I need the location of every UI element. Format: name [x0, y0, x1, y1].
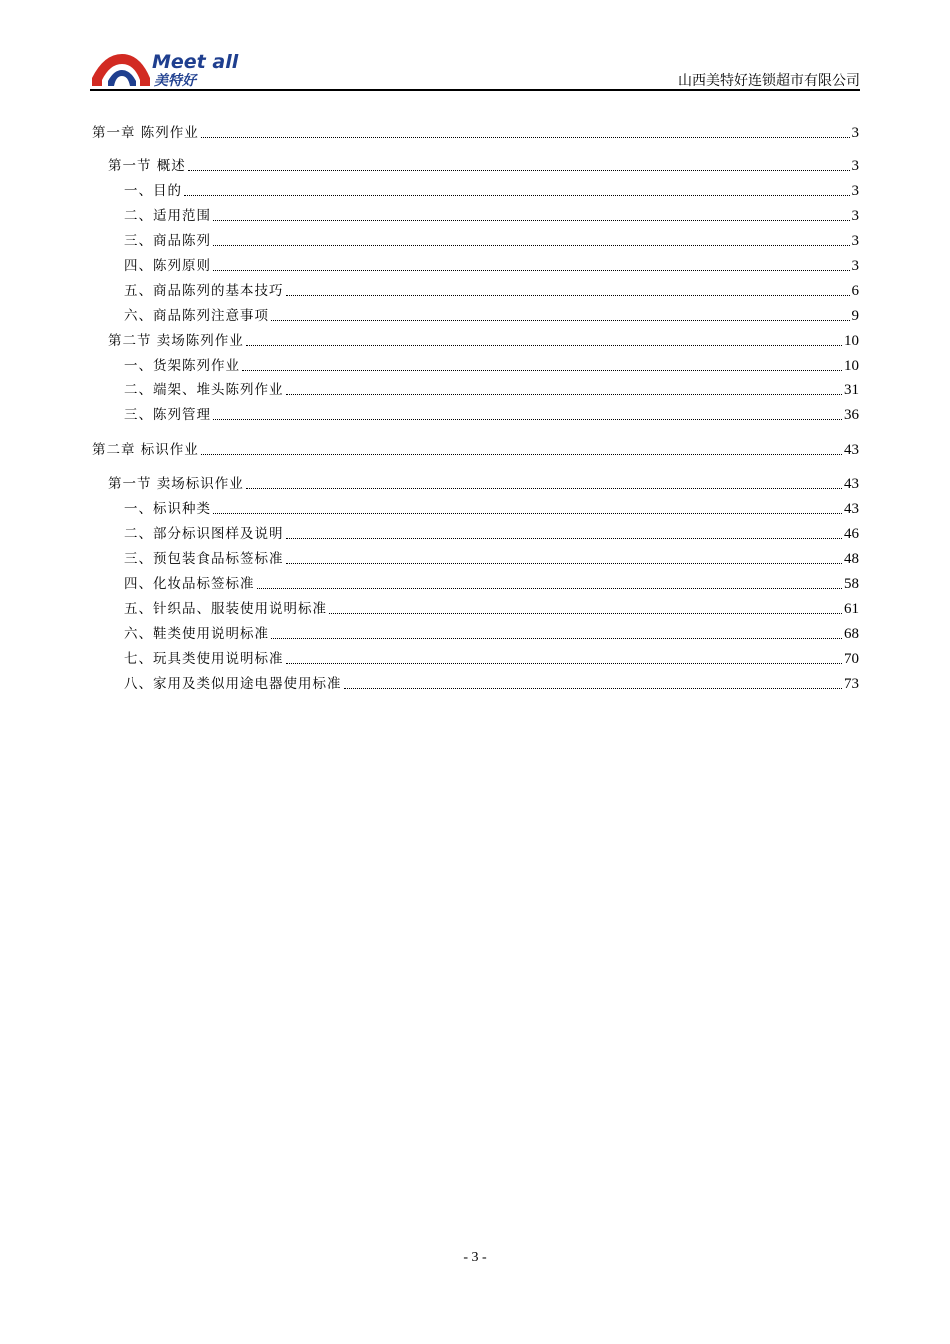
toc-entry-label: 五、针织品、服装使用说明标准: [124, 601, 327, 617]
toc-dot-leader: [213, 270, 850, 271]
toc-entry-page: 6: [851, 283, 859, 299]
toc-entry-page: 3: [851, 208, 859, 224]
toc-entry[interactable]: [92, 157, 859, 175]
toc-entry-page: 3: [851, 158, 859, 174]
toc-dot-leader: [329, 613, 842, 614]
toc-entry-page: 58: [844, 576, 859, 592]
toc-entry[interactable]: [92, 575, 859, 593]
toc-dot-leader: [286, 538, 843, 539]
page-header: [90, 48, 860, 90]
toc-entry[interactable]: [92, 475, 859, 493]
toc-entry[interactable]: [92, 650, 859, 668]
toc-dot-leader: [201, 454, 842, 455]
toc-entry-label: 六、鞋类使用说明标准: [124, 626, 269, 642]
logo-arch-icon: [90, 48, 250, 88]
toc-dot-leader: [344, 688, 843, 689]
toc-entry[interactable]: [92, 232, 859, 250]
toc-entry-label: 第一章 陈列作业: [92, 125, 199, 141]
toc-dot-leader: [271, 320, 850, 321]
toc-dot-leader: [257, 588, 843, 589]
toc-entry-label: 四、陈列原则: [124, 258, 211, 274]
company-name: 山西美特好连锁超市有限公司: [678, 73, 860, 89]
toc-dot-leader: [271, 638, 842, 639]
toc-entry[interactable]: [92, 441, 859, 459]
toc-entry-label: 一、标识种类: [124, 501, 211, 517]
toc-entry-label: 四、化妆品标签标准: [124, 576, 255, 592]
toc-entry[interactable]: [92, 550, 859, 568]
toc-entry-label: 七、玩具类使用说明标准: [124, 651, 284, 667]
toc-entry-page: 43: [844, 442, 859, 458]
toc-dot-leader: [213, 245, 850, 246]
toc-dot-leader: [188, 170, 850, 171]
toc-entry-page: 3: [851, 233, 859, 249]
toc-entry[interactable]: [92, 625, 859, 643]
toc-dot-leader: [286, 663, 843, 664]
toc-dot-leader: [286, 563, 843, 564]
toc-entry-page: 43: [844, 501, 859, 517]
toc-entry[interactable]: [92, 675, 859, 693]
toc-entry-page: 10: [844, 358, 859, 374]
logo-text: Meet all: [152, 51, 239, 73]
toc-entry-label: 第一节 概述: [108, 158, 186, 174]
toc-entry-label: 八、家用及类似用途电器使用标准: [124, 676, 342, 692]
toc-entry-page: 43: [844, 476, 859, 492]
toc-entry[interactable]: [92, 257, 859, 275]
toc-dot-leader: [286, 394, 843, 395]
toc-entry-label: 三、预包装食品标签标准: [124, 551, 284, 567]
toc-entry-label: 一、目的: [124, 183, 182, 199]
toc-entry-label: 二、适用范围: [124, 208, 211, 224]
toc-entry-label: 第二章 标识作业: [92, 442, 199, 458]
toc-entry[interactable]: [92, 332, 859, 350]
toc-entry[interactable]: [92, 307, 859, 325]
toc-entry-label: 一、货架陈列作业: [124, 358, 240, 374]
toc-entry[interactable]: [92, 357, 859, 375]
toc-entry-page: 3: [851, 183, 859, 199]
header-rule: [90, 89, 860, 91]
toc-entry-page: 61: [844, 601, 859, 617]
toc-entry-page: 3: [851, 258, 859, 274]
page-number: - 3 -: [463, 1250, 487, 1265]
toc-dot-leader: [184, 195, 850, 196]
logo-cn-text: 美特好: [154, 73, 196, 88]
toc-dot-leader: [201, 137, 850, 138]
toc-entry[interactable]: [92, 207, 859, 225]
toc-entry-label: 三、陈列管理: [124, 407, 211, 423]
toc-entry-page: 9: [851, 308, 859, 324]
toc-entry-label: 六、商品陈列注意事项: [124, 308, 269, 324]
toc-entry-label: 五、商品陈列的基本技巧: [124, 283, 284, 299]
toc-entry-label: 第二节 卖场陈列作业: [108, 333, 244, 349]
toc-dot-leader: [246, 345, 842, 346]
toc-dot-leader: [246, 488, 842, 489]
toc-entry[interactable]: [92, 500, 859, 518]
toc-entry-page: 10: [844, 333, 859, 349]
toc-entry-page: 3: [851, 125, 859, 141]
toc-entry[interactable]: [92, 182, 859, 200]
toc-entry-page: 31: [844, 382, 859, 398]
toc-entry-label: 二、端架、堆头陈列作业: [124, 382, 284, 398]
toc-entry[interactable]: [92, 525, 859, 543]
toc-entry[interactable]: [92, 600, 859, 618]
toc-dot-leader: [213, 220, 850, 221]
toc-entry-label: 二、部分标识图样及说明: [124, 526, 284, 542]
toc-dot-leader: [213, 419, 842, 420]
toc-entry-page: 36: [844, 407, 859, 423]
toc-entry[interactable]: [92, 282, 859, 300]
toc-entry[interactable]: [92, 124, 859, 142]
toc-entry-page: 48: [844, 551, 859, 567]
toc-entry[interactable]: [92, 381, 859, 399]
toc-entry-page: 73: [844, 676, 859, 692]
toc-dot-leader: [213, 513, 842, 514]
toc-dot-leader: [242, 370, 842, 371]
toc-entry[interactable]: [92, 406, 859, 424]
toc-entry-label: 第一节 卖场标识作业: [108, 476, 244, 492]
toc-entry-page: 70: [844, 651, 859, 667]
company-logo: [90, 48, 250, 88]
toc-entry-label: 三、商品陈列: [124, 233, 211, 249]
toc-entry-page: 68: [844, 626, 859, 642]
toc-entry-page: 46: [844, 526, 859, 542]
toc-dot-leader: [286, 295, 850, 296]
